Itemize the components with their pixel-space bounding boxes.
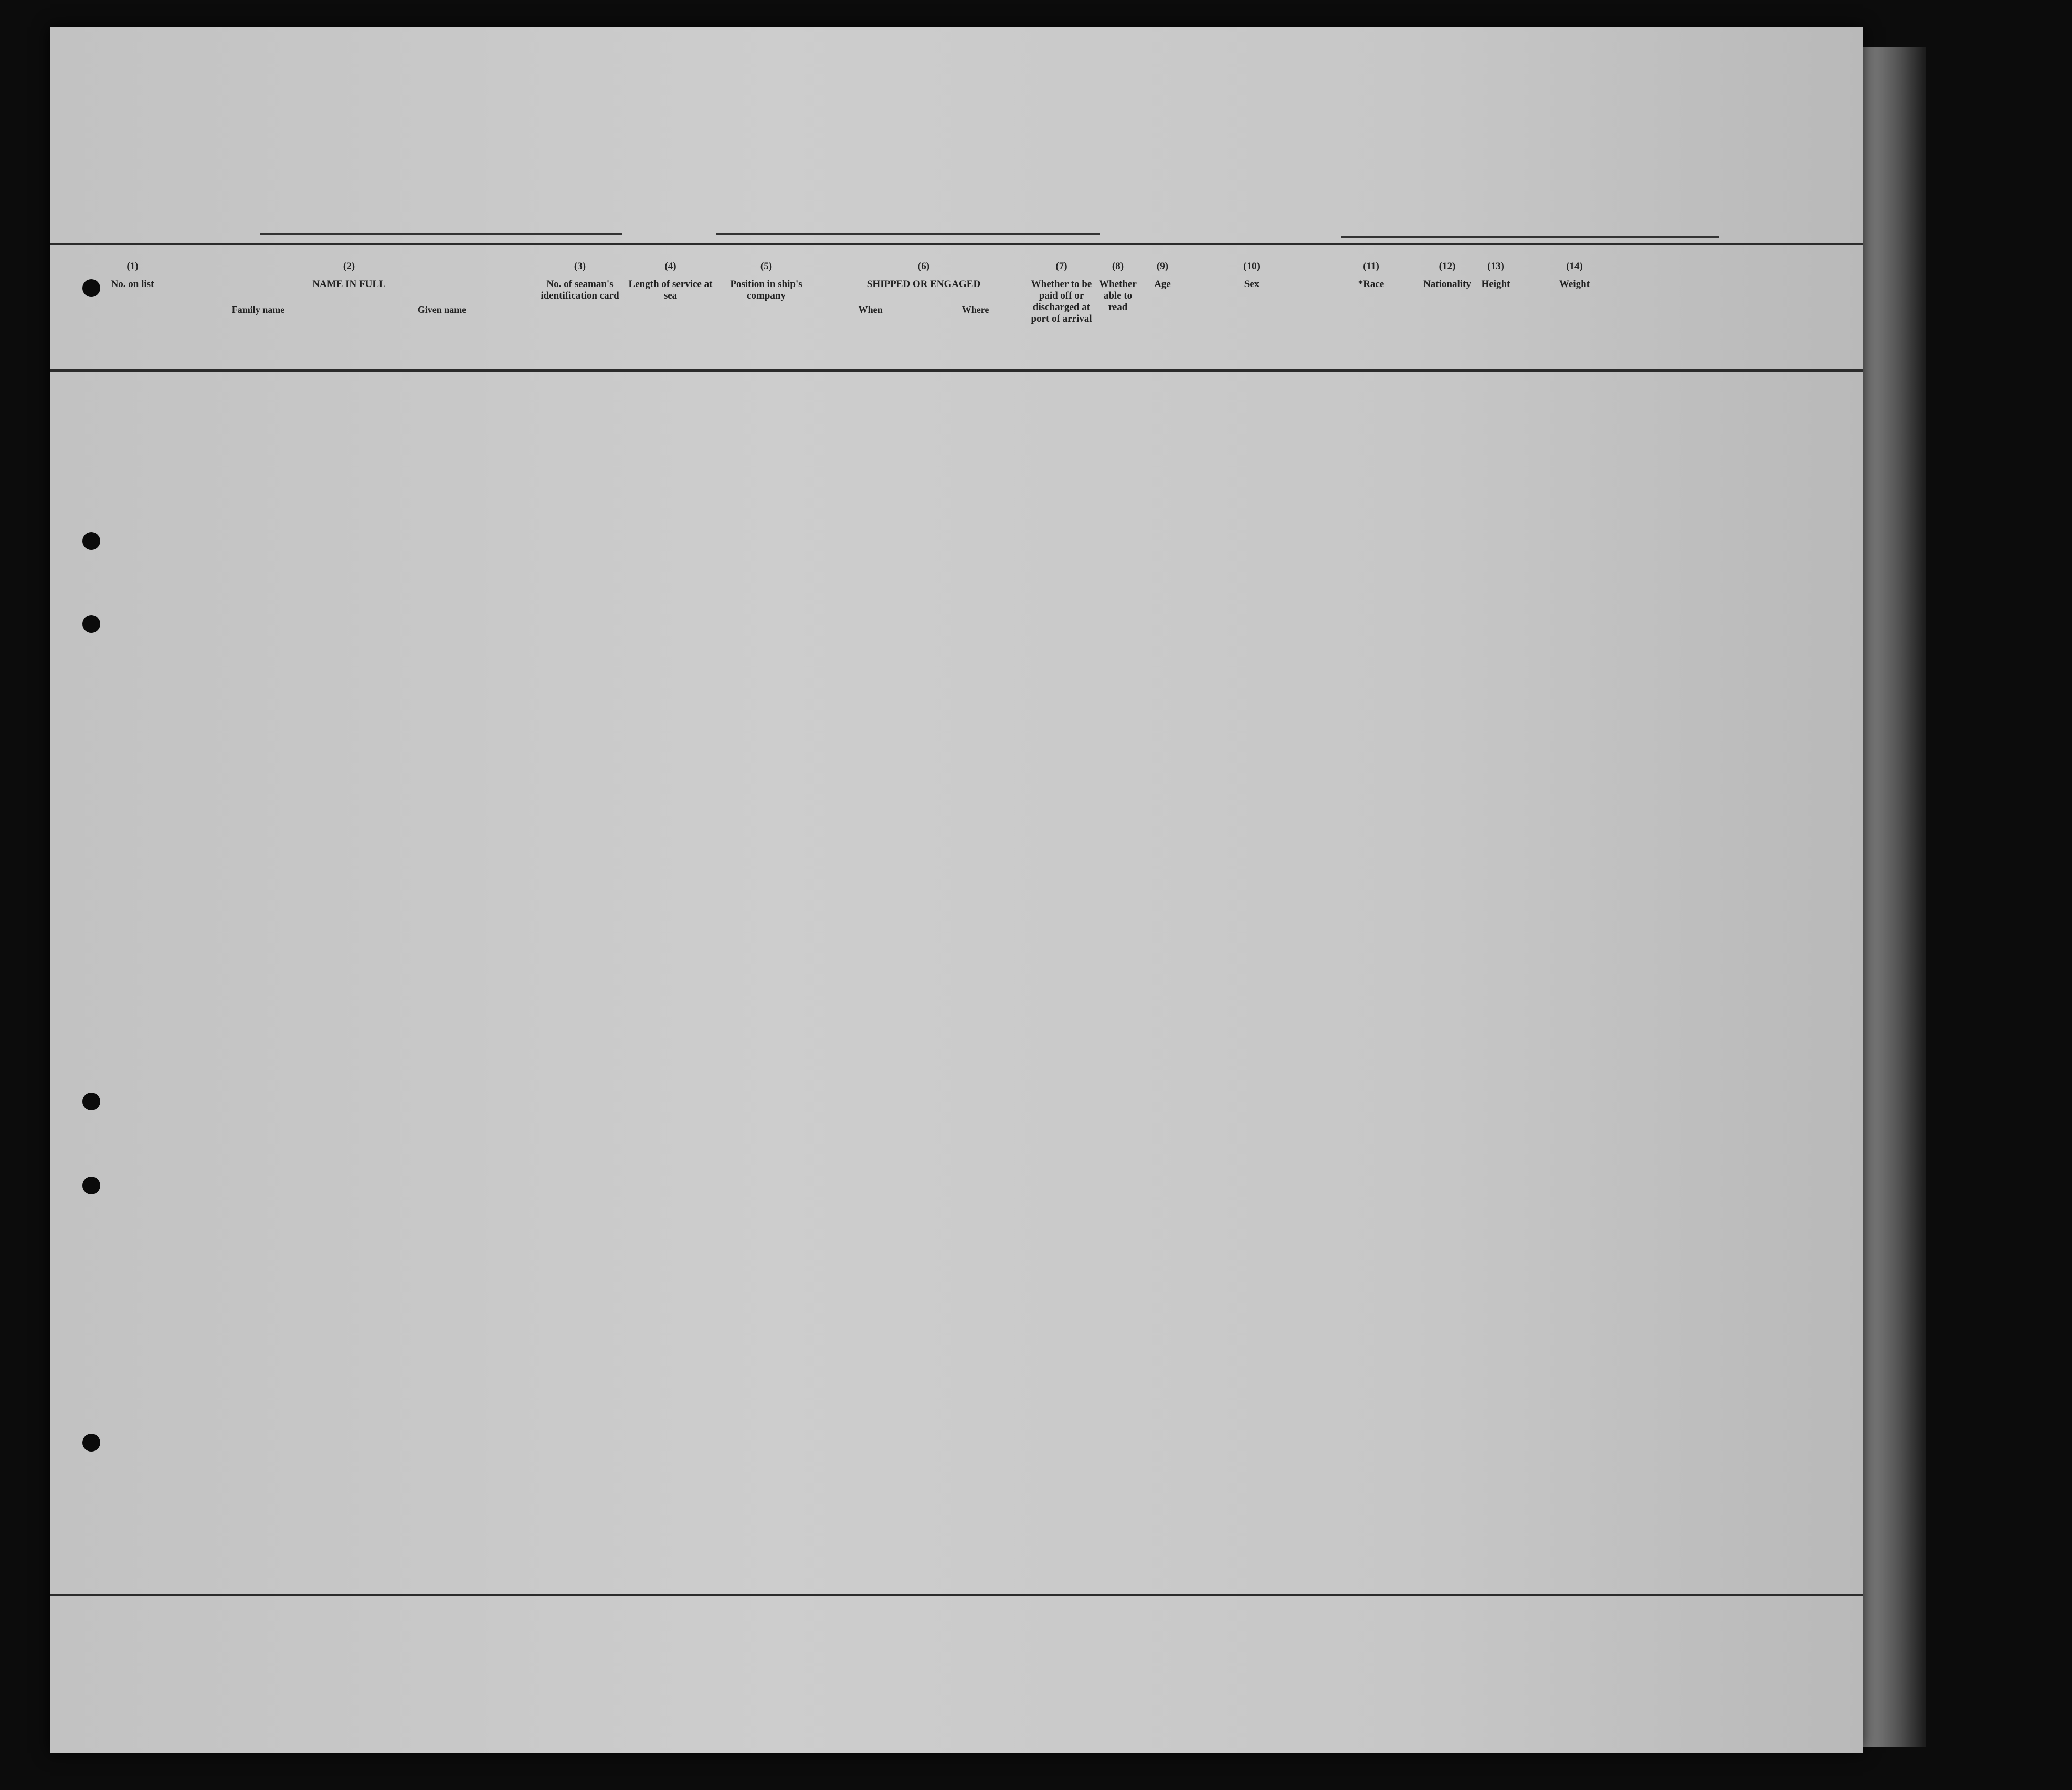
column-label: Age — [1154, 279, 1171, 290]
column-number: (8) — [1112, 261, 1124, 272]
column-label: Position in ship's company — [730, 279, 802, 301]
column-number: (6) — [917, 261, 930, 272]
column-number: (12) — [1439, 261, 1456, 272]
column-number: (1) — [126, 261, 139, 272]
scanner-edge — [1863, 47, 1926, 1747]
pencil-marks — [50, 27, 1863, 1753]
column-label: NAME IN FULL — [312, 279, 386, 290]
column-label: No. on list — [111, 279, 154, 290]
column-label: No. of seaman's identification card — [541, 279, 619, 301]
column-number: (5) — [760, 261, 773, 272]
column-number: (3) — [574, 261, 586, 272]
column-label: Nationality — [1423, 279, 1471, 290]
column-label: SHIPPED OR ENGAGED — [866, 279, 981, 290]
column-label: Weight — [1559, 279, 1590, 290]
column-label: Length of service at sea — [628, 279, 713, 301]
column-label: Whether able to read — [1099, 279, 1137, 313]
column-number: (13) — [1487, 261, 1504, 272]
column-number: (7) — [1055, 261, 1067, 272]
column-sublabel: Where — [961, 304, 989, 315]
column-number: (14) — [1566, 261, 1583, 272]
column-label: Sex — [1244, 279, 1260, 290]
column-sublabel: When — [858, 304, 883, 315]
column-number: (10) — [1243, 261, 1260, 272]
column-label: Height — [1481, 279, 1510, 290]
column-number: (2) — [343, 261, 355, 272]
column-label: Whether to be paid off or discharged at port of arrival — [1031, 279, 1092, 324]
manifest-sheet — [50, 27, 1863, 1753]
column-sublabel: Given name — [417, 304, 467, 315]
column-number: (4) — [664, 261, 676, 272]
column-label: *Race — [1358, 279, 1384, 290]
column-sublabel: Family name — [231, 304, 285, 315]
column-number: (11) — [1363, 261, 1379, 272]
column-number: (9) — [1156, 261, 1169, 272]
